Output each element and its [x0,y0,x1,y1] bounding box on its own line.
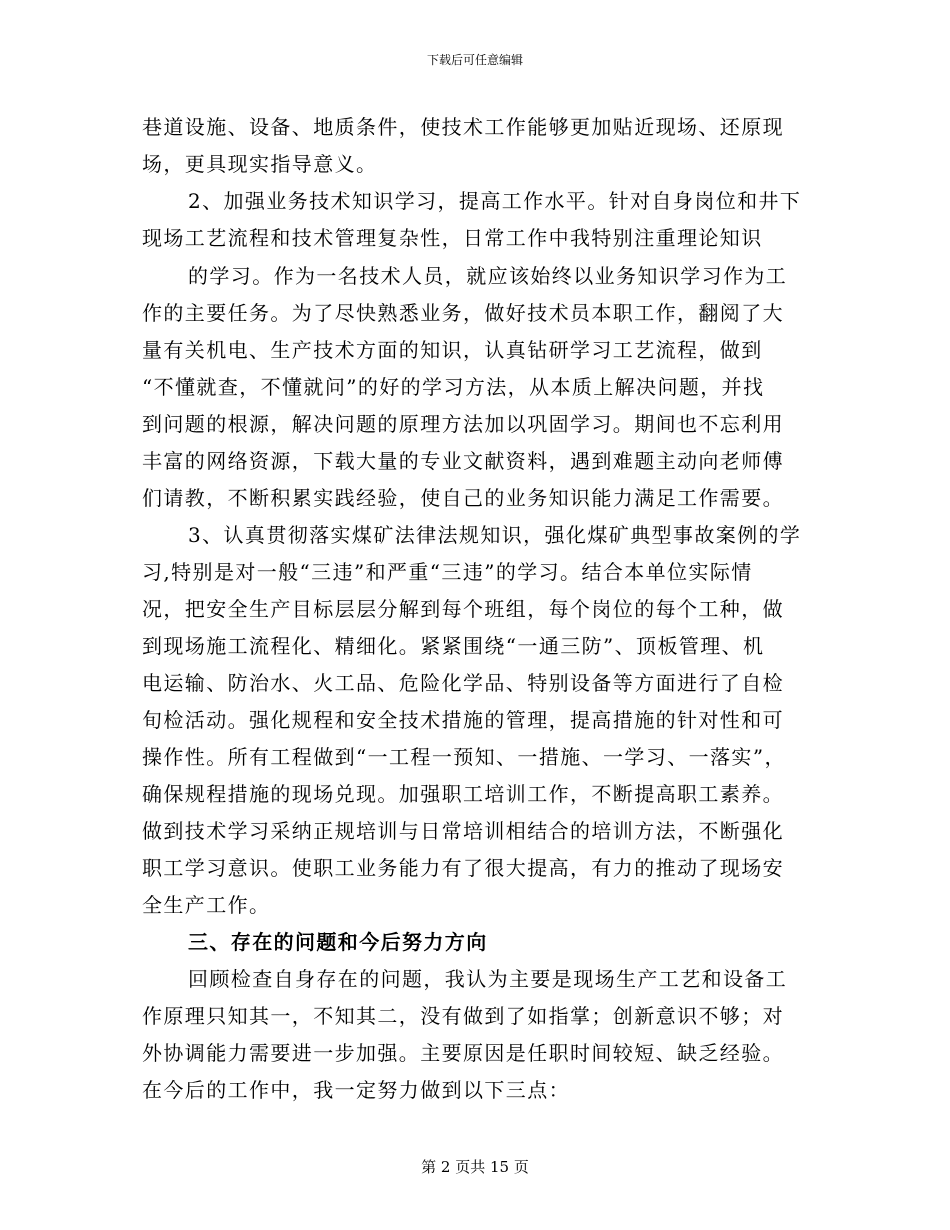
section-heading: 三、存在的问题和今后努力方向 [188,930,488,954]
body-line: 的学习。作为一名技术人员，就应该始终以业务知识学习作为工 [188,264,788,288]
body-line: 操作性。所有工程做到“一工程一预知、一措施、一学习、一落实”， [142,745,786,769]
body-line: 外协调能力需要进一步加强。主要原因是任职时间较短、缺乏经验。 [142,1041,784,1065]
body-line: 到现场施工流程化、精细化。紧紧围绕“一通三防”、顶板管理、机 [142,634,765,658]
body-line: 场，更具现实指导意义。 [142,152,378,176]
paragraph-3-start: 3、认真贯彻落实煤矿法律法规知识，强化煤矿典型事故案例的学 [188,523,802,547]
body-line: 丰富的网络资源，下载大量的专业文献资料，遇到难题主动向老师傅 [142,449,784,473]
body-line: 电运输、防治水、火工品、危险化学品、特别设备等方面进行了自检 [142,671,784,695]
body-line: 到问题的根源，解决问题的原理方法加以巩固学习。期间也不忘利用 [142,412,784,436]
paragraph-4-start: 回顾检查自身存在的问题，我认为主要是现场生产工艺和设备工 [188,967,788,991]
body-line: “不懂就查，不懂就问”的好的学习方法，从本质上解决问题，并找 [142,375,765,399]
body-line: 量有关机电、生产技术方面的知识，认真钻研学习工艺流程，做到 [142,338,763,362]
body-line: 全生产工作。 [142,893,271,917]
body-line: 作原理只知其一，不知其二，没有做到了如指掌；创新意识不够；对 [142,1004,784,1028]
body-line: 况，把安全生产目标层层分解到每个班组，每个岗位的每个工种，做 [142,597,784,621]
body-line: 做到技术学习采纳正规培训与日常培训相结合的培训方法，不断强化 [142,819,784,843]
body-line: 旬检活动。强化规程和安全技术措施的管理，提高措施的针对性和可 [142,708,784,732]
body-line: 们请教，不断积累实践经验，使自己的业务知识能力满足工作需要。 [142,486,784,510]
body-line: 现场工艺流程和技术管理复杂性，日常工作中我特别注重理论知识 [142,226,763,250]
page-header: 下载后可任意编辑 [426,53,523,67]
body-line: 巷道设施、设备、地质条件，使技术工作能够更加贴近现场、还原现 [142,115,784,139]
page-number: 第 2 页共 15 页 [421,1158,529,1176]
body-line: 习,特别是对一般“三违”和严重“三违”的学习。结合本单位实际情 [142,560,753,584]
body-line: 职工学习意识。使职工业务能力有了很大提高，有力的推动了现场安 [142,856,784,880]
body-line: 确保规程措施的现场兑现。加强职工培训工作，不断提高职工素养。 [142,782,784,806]
body-line: 作的主要任务。为了尽快熟悉业务，做好技术员本职工作，翻阅了大 [142,301,784,325]
paragraph-2-start: 2、加强业务技术知识学习，提高工作水平。针对自身岗位和井下 [188,189,802,213]
body-line: 在今后的工作中，我一定努力做到以下三点： [142,1078,570,1102]
